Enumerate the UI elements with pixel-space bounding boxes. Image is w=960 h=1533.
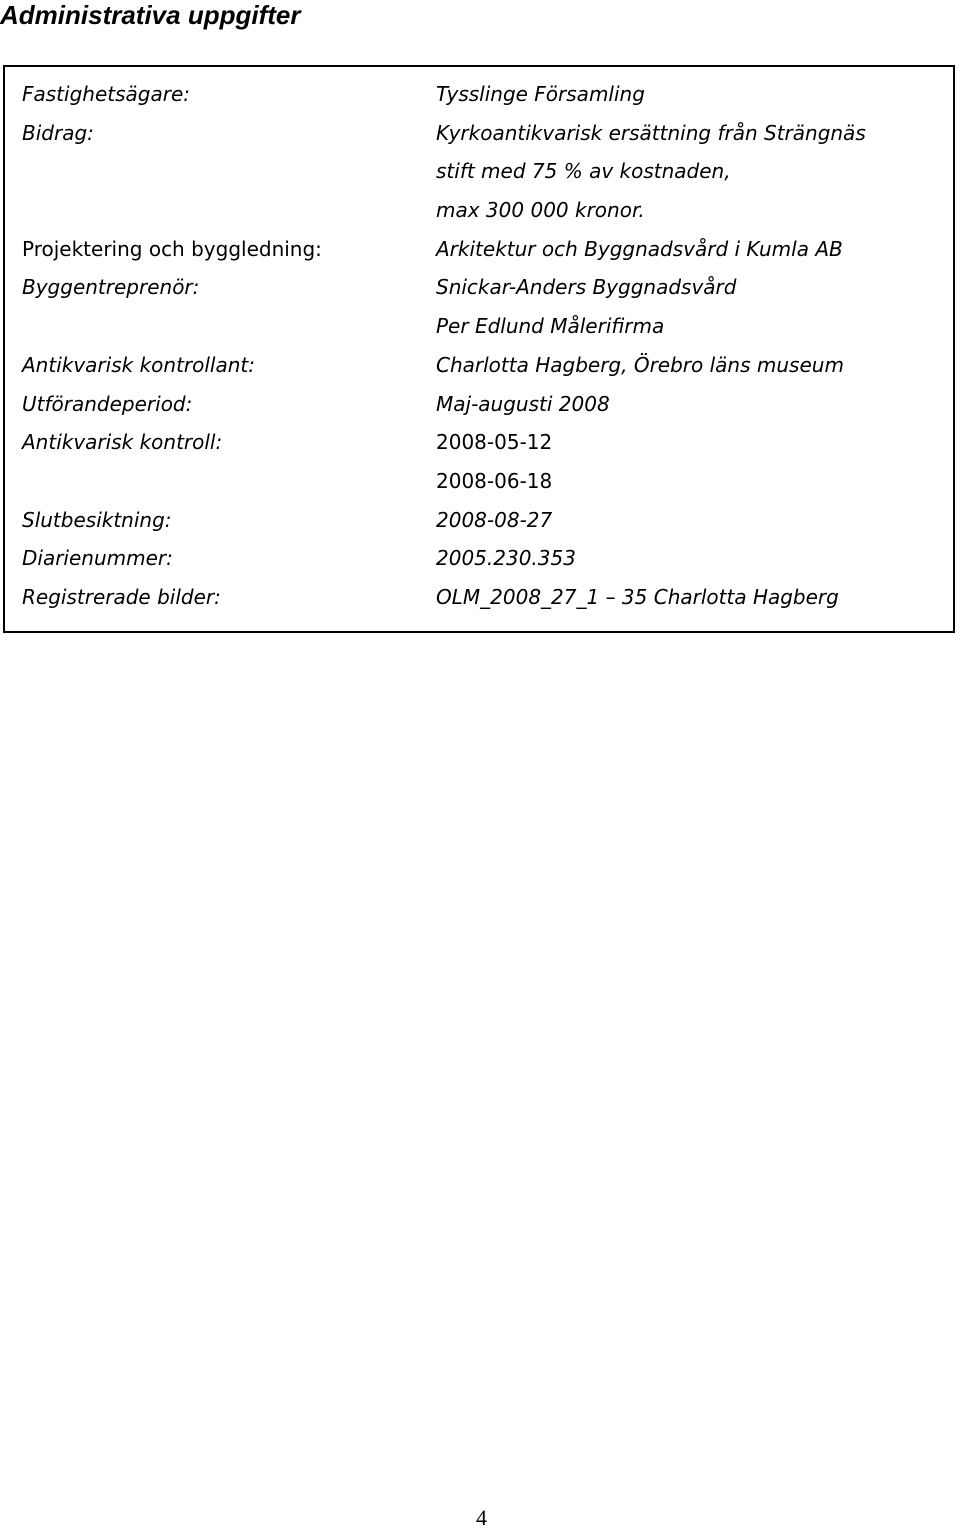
info-row bbox=[22, 501, 942, 540]
row-value: Maj-augusti 2008 bbox=[436, 391, 610, 416]
row-value: Per Edlund Målerifirma bbox=[436, 314, 665, 339]
info-row bbox=[22, 539, 942, 578]
info-row bbox=[22, 152, 942, 191]
row-label: Fastighetsägare: bbox=[22, 82, 190, 106]
row-value: 2008-06-18 bbox=[436, 468, 553, 493]
row-label: Byggentreprenör: bbox=[22, 275, 200, 300]
info-row bbox=[22, 75, 942, 114]
row-value: max 300 000 kronor. bbox=[436, 198, 645, 223]
row-label: Antikvarisk kontroll: bbox=[22, 430, 223, 455]
info-row bbox=[22, 307, 942, 346]
info-rows bbox=[22, 75, 942, 617]
row-value: 2008-08-27 bbox=[436, 507, 553, 532]
info-row bbox=[22, 346, 942, 385]
row-label: Bidrag: bbox=[22, 120, 94, 145]
row-value: 2005.230.353 bbox=[436, 546, 576, 571]
row-value: Snickar-Anders Byggnadsvård bbox=[436, 275, 737, 300]
row-value: 2008-05-12 bbox=[436, 430, 553, 455]
info-row bbox=[22, 423, 942, 462]
row-label: Slutbesiktning: bbox=[22, 507, 172, 532]
info-row bbox=[22, 578, 942, 617]
page-heading: Administrativa uppgifter bbox=[0, 0, 301, 30]
row-label: Registrerade bilder: bbox=[22, 584, 221, 609]
info-row bbox=[22, 114, 942, 153]
info-row bbox=[22, 462, 942, 501]
row-value: Arkitektur och Byggnadsvård i Kumla AB bbox=[436, 236, 843, 261]
info-row bbox=[22, 268, 942, 307]
row-label: Diarienummer: bbox=[22, 546, 173, 571]
row-label: Projektering och byggledning: bbox=[22, 236, 322, 261]
administrative-info-box bbox=[3, 65, 955, 633]
page-number: 4 bbox=[476, 1505, 487, 1530]
row-label: Utförandeperiod: bbox=[22, 391, 193, 416]
row-value: Charlotta Hagberg, Örebro läns museum bbox=[436, 352, 844, 377]
row-value: Kyrkoantikvarisk ersättning från Strängnäs bbox=[436, 120, 866, 145]
row-label: Antikvarisk kontrollant: bbox=[22, 352, 255, 377]
row-value: stift med 75 % av kostnaden, bbox=[436, 159, 731, 184]
info-row bbox=[22, 230, 942, 269]
info-row bbox=[22, 385, 942, 424]
info-row bbox=[22, 191, 942, 230]
row-value: OLM_2008_27_1 – 35 Charlotta Hagberg bbox=[436, 584, 839, 609]
row-value: Tysslinge Församling bbox=[436, 82, 645, 106]
